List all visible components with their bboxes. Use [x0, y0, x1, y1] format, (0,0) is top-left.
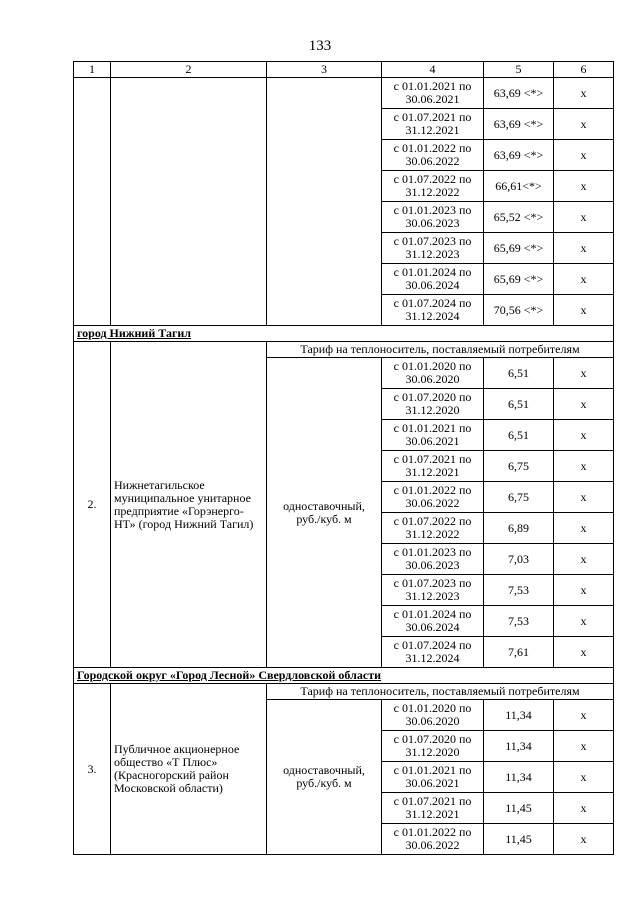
period-cell: с 01.01.2023 по 30.06.2023: [382, 544, 484, 575]
organization-cell: [111, 78, 267, 326]
column-number: 1: [74, 62, 111, 78]
period-cell: с 01.01.2022 по 30.06.2022: [382, 824, 484, 855]
mark-cell: х: [554, 731, 614, 762]
period-cell: с 01.01.2023 по 30.06.2023: [382, 202, 484, 233]
mark-cell: х: [554, 637, 614, 668]
mark-cell: х: [554, 606, 614, 637]
period-cell: с 01.01.2020 по 30.06.2020: [382, 700, 484, 731]
table-row: [74, 684, 614, 700]
period-cell: с 01.07.2020 по 31.12.2020: [382, 731, 484, 762]
unit-cell: [267, 78, 382, 326]
period-cell: с 01.01.2021 по 30.06.2021: [382, 420, 484, 451]
tariff-value-cell: 6,75: [484, 451, 554, 482]
tariff-value-cell: 66,61<*>: [484, 171, 554, 202]
period-cell: с 01.07.2022 по 31.12.2022: [382, 171, 484, 202]
mark-cell: х: [554, 420, 614, 451]
mark-cell: х: [554, 358, 614, 389]
period-cell: с 01.01.2020 по 30.06.2020: [382, 358, 484, 389]
tariff-value-cell: 63,69 <*>: [484, 140, 554, 171]
period-cell: с 01.07.2022 по 31.12.2022: [382, 513, 484, 544]
period-cell: с 01.07.2023 по 31.12.2023: [382, 233, 484, 264]
section-title: Городской округ «Город Лесной» Свердловской области: [74, 668, 614, 684]
tariff-value-cell: 65,69 <*>: [484, 233, 554, 264]
tariff-value-cell: 65,69 <*>: [484, 264, 554, 295]
tariff-value-cell: 7,03: [484, 544, 554, 575]
organization-name: Публичное акционерное общество «Т Плюс» (Красногорский район Московской области): [111, 684, 267, 855]
column-number: 5: [484, 62, 554, 78]
table-row: [74, 342, 614, 358]
column-number: 2: [111, 62, 267, 78]
period-cell: с 01.07.2021 по 31.12.2021: [382, 109, 484, 140]
period-cell: с 01.01.2024 по 30.06.2024: [382, 606, 484, 637]
mark-cell: х: [554, 202, 614, 233]
mark-cell: х: [554, 544, 614, 575]
mark-cell: х: [554, 482, 614, 513]
tariff-type-header: Тариф на теплоноситель, поставляемый потребителям: [267, 342, 614, 358]
page-number: 133: [308, 38, 332, 54]
tariff-value-cell: 70,56 <*>: [484, 295, 554, 326]
section-header-row: [74, 326, 614, 342]
period-cell: с 01.01.2022 по 30.06.2022: [382, 482, 484, 513]
column-number: 4: [382, 62, 484, 78]
tariff-value-cell: 6,51: [484, 389, 554, 420]
tariff-value-cell: 11,34: [484, 700, 554, 731]
tariff-value-cell: 11,45: [484, 824, 554, 855]
tariff-value-cell: 63,69 <*>: [484, 109, 554, 140]
column-number: 6: [554, 62, 614, 78]
column-number: 3: [267, 62, 382, 78]
period-cell: с 01.01.2021 по 30.06.2021: [382, 78, 484, 109]
period-cell: с 01.01.2021 по 30.06.2021: [382, 762, 484, 793]
mark-cell: х: [554, 171, 614, 202]
mark-cell: х: [554, 451, 614, 482]
tariff-value-cell: 6,51: [484, 358, 554, 389]
tariff-value-cell: 65,52 <*>: [484, 202, 554, 233]
period-cell: с 01.01.2024 по 30.06.2024: [382, 264, 484, 295]
period-cell: с 01.07.2023 по 31.12.2023: [382, 575, 484, 606]
mark-cell: х: [554, 233, 614, 264]
period-cell: с 01.01.2022 по 30.06.2022: [382, 140, 484, 171]
row-number: 2.: [74, 342, 111, 668]
tariff-value-cell: 7,61: [484, 637, 554, 668]
tariff-value-cell: 63,69 <*>: [484, 78, 554, 109]
unit-of-measure: одноставочный, руб./куб. м: [267, 700, 382, 855]
mark-cell: х: [554, 78, 614, 109]
mark-cell: х: [554, 389, 614, 420]
mark-cell: х: [554, 109, 614, 140]
mark-cell: х: [554, 264, 614, 295]
tariff-value-cell: 6,75: [484, 482, 554, 513]
tariff-value-cell: 11,34: [484, 762, 554, 793]
mark-cell: х: [554, 762, 614, 793]
mark-cell: х: [554, 700, 614, 731]
mark-cell: х: [554, 824, 614, 855]
period-cell: с 01.07.2020 по 31.12.2020: [382, 389, 484, 420]
tariff-value-cell: 6,89: [484, 513, 554, 544]
period-cell: с 01.07.2021 по 31.12.2021: [382, 451, 484, 482]
period-cell: с 01.07.2021 по 31.12.2021: [382, 793, 484, 824]
tariff-type-header: Тариф на теплоноситель, поставляемый потребителям: [267, 684, 614, 700]
mark-cell: х: [554, 140, 614, 171]
tariff-value-cell: 7,53: [484, 575, 554, 606]
mark-cell: х: [554, 295, 614, 326]
mark-cell: х: [554, 513, 614, 544]
section-header-row: [74, 668, 614, 684]
unit-of-measure: одноставочный, руб./куб. м: [267, 358, 382, 668]
organization-name: Нижнетагильское муниципальное унитарное предприятие «Горэнерго-НТ» (город Нижний Тагил): [111, 342, 267, 668]
tariff-value-cell: 6,51: [484, 420, 554, 451]
tariff-value-cell: 11,45: [484, 793, 554, 824]
number-cell: [74, 78, 111, 326]
column-number-row: [74, 62, 614, 78]
row-number: 3.: [74, 684, 111, 855]
section-title: город Нижний Тагил: [74, 326, 614, 342]
tariff-value-cell: 7,53: [484, 606, 554, 637]
mark-cell: х: [554, 793, 614, 824]
tariff-table: [73, 61, 614, 855]
period-cell: с 01.07.2024 по 31.12.2024: [382, 295, 484, 326]
period-cell: с 01.07.2024 по 31.12.2024: [382, 637, 484, 668]
mark-cell: х: [554, 575, 614, 606]
table-row: [74, 78, 614, 109]
tariff-value-cell: 11,34: [484, 731, 554, 762]
